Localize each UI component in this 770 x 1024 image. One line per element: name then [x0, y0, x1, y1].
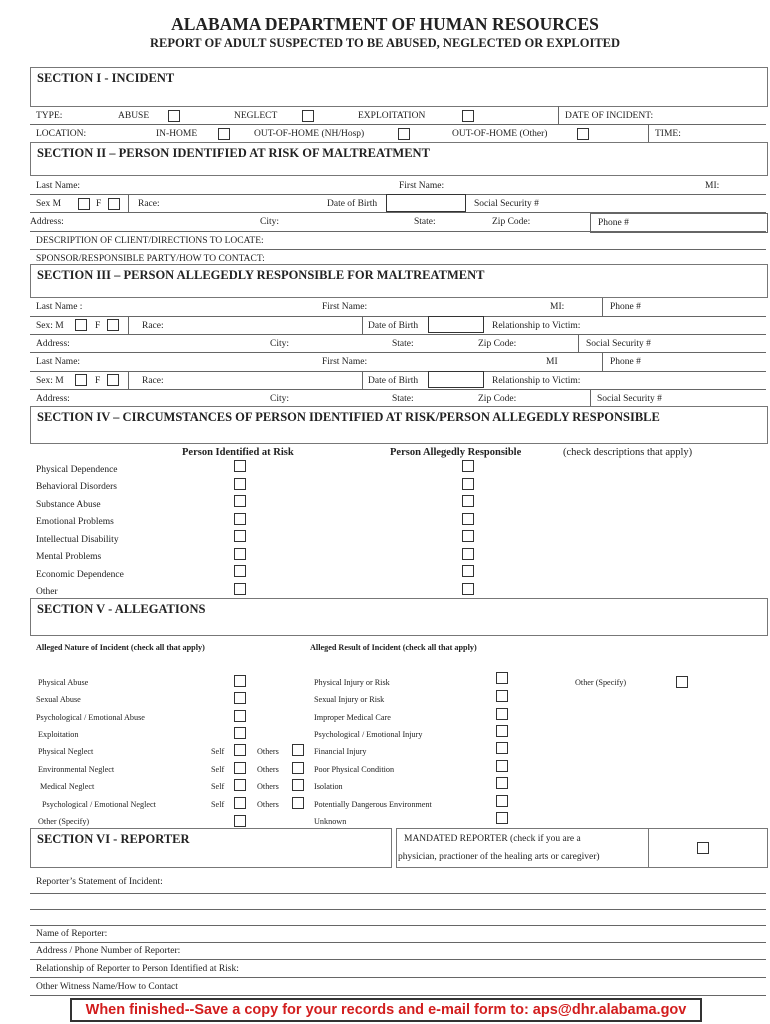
responsible-checkbox[interactable] — [462, 548, 474, 560]
responsible-checkbox[interactable] — [462, 583, 474, 595]
resp2-state-label: State: — [392, 394, 414, 404]
result-checkbox[interactable] — [496, 777, 508, 789]
result-label: Financial Injury — [314, 747, 367, 756]
others-checkbox[interactable] — [292, 744, 304, 756]
others-label: Others — [257, 765, 279, 774]
circ-label: Mental Problems — [36, 552, 102, 562]
others-checkbox[interactable] — [292, 797, 304, 809]
self-label: Self — [211, 765, 225, 774]
responsible-checkbox[interactable] — [462, 565, 474, 577]
resp2-sex-f-label: F — [95, 376, 101, 386]
resp2-zip-label: Zip Code: — [478, 394, 517, 404]
victim-mi-label: MI: — [705, 181, 720, 191]
nature-label: Environmental Neglect — [38, 765, 115, 774]
result-checkbox[interactable] — [496, 760, 508, 772]
alleged-result-header: Alleged Result of Incident (check all that apply) — [310, 643, 477, 652]
location-label: LOCATION: — [36, 129, 87, 139]
other-specify-label: Other (Specify) — [575, 678, 627, 687]
victim-last-name-label: Last Name: — [36, 181, 81, 191]
resp1-phone-label: Phone # — [610, 302, 641, 312]
resp1-sex-f-label: F — [95, 321, 101, 331]
result-checkbox[interactable] — [496, 812, 508, 824]
risk-checkbox[interactable] — [234, 548, 246, 560]
responsible-checkbox[interactable] — [462, 495, 474, 507]
resp1-first-name-label: First Name: — [322, 302, 368, 312]
result-label: Isolation — [314, 782, 343, 791]
risk-checkbox[interactable] — [234, 478, 246, 490]
sponsor-label: SPONSOR/RESPONSIBLE PARTY/HOW TO CONTACT: — [36, 254, 265, 264]
resp1-mi-label: MI: — [550, 302, 565, 312]
circ-label: Behavioral Disorders — [36, 482, 117, 492]
result-checkbox[interactable] — [496, 708, 508, 720]
nature-checkbox[interactable] — [234, 727, 246, 739]
circ-label: Physical Dependence — [36, 465, 118, 475]
neglect-label: NEGLECT — [234, 111, 278, 121]
section-6-header: SECTION VI - REPORTER — [30, 828, 392, 868]
resp1-relationship-label: Relationship to Victim: — [492, 321, 581, 331]
nature-checkbox[interactable] — [234, 675, 246, 687]
victim-city-label: City: — [260, 217, 280, 227]
nature-label: Physical Abuse — [38, 678, 89, 687]
resp1-city-label: City: — [270, 339, 290, 349]
in-home-label: IN-HOME — [156, 129, 198, 139]
circ-label: Economic Dependence — [36, 570, 124, 580]
risk-checkbox[interactable] — [234, 565, 246, 577]
circ-label: Emotional Problems — [36, 517, 114, 527]
reporter-name-label: Name of Reporter: — [36, 929, 108, 939]
risk-checkbox[interactable] — [234, 460, 246, 472]
alleged-nature-header: Alleged Nature of Incident (check all that apply) — [36, 643, 205, 652]
victim-ssn-label: Social Security # — [474, 199, 539, 209]
result-checkbox[interactable] — [496, 795, 508, 807]
nature-checkbox[interactable] — [234, 815, 246, 827]
resp1-dob-label: Date of Birth — [368, 321, 419, 331]
victim-sex-m-checkbox[interactable] — [78, 198, 90, 210]
section-4-header: SECTION IV – CIRCUMSTANCES OF PERSON IDENTIFIED AT RISK/PERSON ALLEGEDLY RESPONSIBLE — [30, 406, 768, 444]
result-checkbox[interactable] — [496, 742, 508, 754]
responsible-checkbox[interactable] — [462, 460, 474, 472]
risk-checkbox[interactable] — [234, 495, 246, 507]
abuse-checkbox[interactable] — [168, 110, 180, 122]
neglect-checkbox[interactable] — [302, 110, 314, 122]
result-label: Physical Injury or Risk — [314, 678, 390, 687]
victim-phone-label: Phone # — [598, 218, 629, 228]
section-2-header: SECTION II – PERSON IDENTIFIED AT RISK OF MALTREATMENT — [30, 142, 768, 176]
risk-checkbox[interactable] — [234, 530, 246, 542]
type-label: TYPE: — [36, 111, 63, 121]
resp1-sex-label: Sex: M — [36, 321, 64, 331]
others-label: Others — [257, 782, 279, 791]
resp2-last-name-label: Last Name: — [36, 357, 81, 367]
reporter-statement-label: Reporter’s Statement of Incident: — [36, 877, 163, 887]
mandated-reporter-checkbox[interactable] — [697, 842, 709, 854]
responsible-checkbox[interactable] — [462, 530, 474, 542]
resp1-sex-f-checkbox[interactable] — [107, 319, 119, 331]
out-of-home-other-label: OUT-OF-HOME (Other) — [452, 129, 548, 139]
responsible-checkbox[interactable] — [462, 513, 474, 525]
section-1-header: SECTION I - INCIDENT — [30, 67, 768, 107]
others-checkbox[interactable] — [292, 762, 304, 774]
nature-label: Exploitation — [38, 730, 79, 739]
nature-label: Physical Neglect — [38, 747, 94, 756]
resp2-mi-label: MI — [546, 357, 558, 367]
result-label: Potentially Dangerous Environment — [314, 800, 432, 809]
victim-state-label: State: — [414, 217, 436, 227]
form-title: ALABAMA DEPARTMENT OF HUMAN RESOURCES — [171, 14, 599, 34]
self-label: Self — [211, 800, 225, 809]
resp1-dob-field[interactable] — [428, 316, 484, 333]
form-subtitle: REPORT OF ADULT SUSPECTED TO BE ABUSED, NEGLECTED OR EXPLOITED — [149, 36, 621, 50]
date-of-incident-label: DATE OF INCIDENT: — [565, 111, 654, 121]
result-label: Unknown — [314, 817, 347, 826]
result-checkbox[interactable] — [496, 725, 508, 737]
col-person-at-risk: Person Identified at Risk — [182, 447, 294, 458]
victim-dob-field[interactable] — [386, 194, 466, 212]
result-checkbox[interactable] — [496, 690, 508, 702]
col-person-responsible: Person Allegedly Responsible — [390, 447, 522, 458]
time-label: TIME: — [655, 129, 681, 139]
self-checkbox[interactable] — [234, 797, 246, 809]
victim-sex-f-label: F — [96, 199, 102, 209]
resp2-sex-m-checkbox[interactable] — [75, 374, 87, 386]
other-witness-label: Other Witness Name/How to Contact — [36, 982, 178, 992]
check-descriptions-note: (check descriptions that apply) — [563, 447, 693, 458]
reporter-address-phone-label: Address / Phone Number of Reporter: — [36, 946, 181, 956]
result-checkbox[interactable] — [496, 672, 508, 684]
result-label: Poor Physical Condition — [314, 765, 395, 774]
resp1-zip-label: Zip Code: — [478, 339, 517, 349]
other-specify-checkbox[interactable] — [676, 676, 688, 688]
section-5-header: SECTION V - ALLEGATIONS — [30, 598, 768, 636]
in-home-checkbox[interactable] — [218, 128, 230, 140]
resp2-dob-label: Date of Birth — [368, 376, 419, 386]
result-label: Improper Medical Care — [314, 713, 391, 722]
circ-label: Intellectual Disability — [36, 535, 119, 545]
resp2-ssn-label: Social Security # — [597, 394, 662, 404]
victim-zip-label: Zip Code: — [492, 217, 531, 227]
resp1-sex-m-checkbox[interactable] — [75, 319, 87, 331]
circ-label: Substance Abuse — [36, 500, 101, 510]
nature-checkbox[interactable] — [234, 710, 246, 722]
resp2-sex-f-checkbox[interactable] — [107, 374, 119, 386]
resp2-phone-label: Phone # — [610, 357, 641, 367]
resp2-relationship-label: Relationship to Victim: — [492, 376, 581, 386]
resp1-last-name-label: Last Name : — [36, 302, 83, 312]
nature-label: Psychological / Emotional Neglect — [42, 800, 156, 809]
result-label: Sexual Injury or Risk — [314, 695, 385, 704]
victim-sex-label: Sex M — [36, 199, 62, 209]
resp2-address-label: Address: — [36, 394, 70, 404]
nature-label: Sexual Abuse — [36, 695, 81, 704]
resp1-address-label: Address: — [36, 339, 70, 349]
out-of-home-other-checkbox[interactable] — [577, 128, 589, 140]
nature-checkbox[interactable] — [234, 692, 246, 704]
abuse-label: ABUSE — [118, 111, 150, 121]
resp2-city-label: City: — [270, 394, 290, 404]
exploitation-checkbox[interactable] — [462, 110, 474, 122]
victim-first-name-label: First Name: — [399, 181, 445, 191]
victim-description-label: DESCRIPTION OF CLIENT/DIRECTIONS TO LOCATE: — [36, 236, 264, 246]
resp1-race-label: Race: — [142, 321, 164, 331]
risk-checkbox[interactable] — [234, 583, 246, 595]
others-label: Others — [257, 800, 279, 809]
out-of-home-nh-checkbox[interactable] — [398, 128, 410, 140]
resp2-sex-label: Sex: M — [36, 376, 64, 386]
victim-sex-f-checkbox[interactable] — [108, 198, 120, 210]
resp1-ssn-label: Social Security # — [586, 339, 651, 349]
email-instruction-banner: When finished--Save a copy for your records and e-mail form to: aps@dhr.alabama.gov — [70, 998, 702, 1022]
others-label: Others — [257, 747, 279, 756]
reporter-relationship-label: Relationship of Reporter to Person Identified at Risk: — [36, 964, 239, 974]
circ-label: Other — [36, 587, 58, 597]
self-label: Self — [211, 782, 225, 791]
nature-label: Other (Specify) — [38, 817, 90, 826]
resp2-first-name-label: First Name: — [322, 357, 368, 367]
mandated-reporter-line1: MANDATED REPORTER (check if you are a — [404, 834, 581, 844]
others-checkbox[interactable] — [292, 779, 304, 791]
nature-label: Medical Neglect — [40, 782, 95, 791]
self-label: Self — [211, 747, 225, 756]
victim-address-label: Address: — [30, 217, 64, 227]
resp2-dob-field[interactable] — [428, 371, 484, 388]
responsible-checkbox[interactable] — [462, 478, 474, 490]
nature-label: Psychological / Emotional Abuse — [36, 713, 145, 722]
result-label: Psychological / Emotional Injury — [314, 730, 423, 739]
resp2-race-label: Race: — [142, 376, 164, 386]
mandated-reporter-line2: physician, practioner of the healing arts or caregiver) — [398, 852, 600, 862]
self-checkbox[interactable] — [234, 744, 246, 756]
risk-checkbox[interactable] — [234, 513, 246, 525]
self-checkbox[interactable] — [234, 762, 246, 774]
victim-dob-label: Date of Birth — [327, 199, 378, 209]
resp1-state-label: State: — [392, 339, 414, 349]
self-checkbox[interactable] — [234, 779, 246, 791]
out-of-home-nh-label: OUT-OF-HOME (NH/Hosp) — [254, 129, 365, 139]
exploitation-label: EXPLOITATION — [358, 111, 426, 121]
section-3-header: SECTION III – PERSON ALLEGEDLY RESPONSIBLE FOR MALTREATMENT — [30, 264, 768, 298]
victim-race-label: Race: — [138, 199, 160, 209]
